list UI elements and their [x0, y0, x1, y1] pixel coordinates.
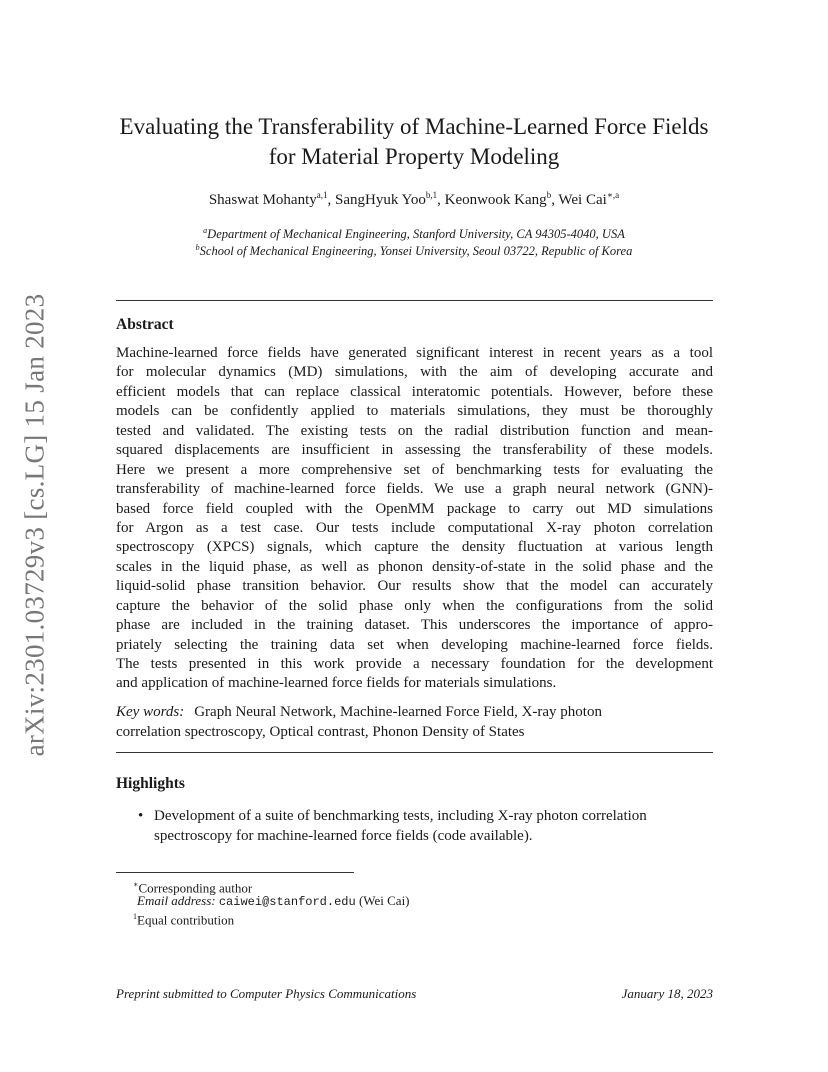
footnote-mark: 1 [133, 912, 137, 921]
footnote-text: Corresponding author [138, 880, 253, 896]
footnote-equal [133, 909, 234, 928]
abstract-line: phase are included in the training dataset. This underscores the importance of appro- [116, 617, 713, 634]
keywords-block [116, 703, 713, 742]
author-affil-mark: b,1 [425, 190, 438, 200]
footer-date: January 18, 2023 [621, 986, 713, 1001]
highlight-line-2: spectroscopy for machine-learned force fields (code available). [154, 828, 533, 844]
abstract-line: transferability of machine-learned force fields. We use a graph neural network (GNN)- [116, 481, 713, 498]
abstract-body [116, 344, 713, 694]
abstract-line: priately selecting the training data set when developing machine-learned force fields. [116, 636, 713, 653]
affiliation-b [115, 239, 713, 260]
abstract-line: scales in the liquid phase, as well as phonon density-of-state in the solid phase and the [116, 558, 713, 575]
highlight-text [154, 806, 714, 846]
abstract-heading: Abstract [116, 316, 174, 333]
affiliation-text: School of Mechanical Engineering, Yonsei University, Seoul 03722, Republic of Korea [199, 244, 633, 259]
bullet-icon: • [138, 808, 144, 824]
abstract-line: tested and validated. The existing tests on the radial distribution function and mean- [116, 422, 713, 439]
abstract-line: based force field coupled with the OpenMM package to carry out MD simulations [116, 500, 713, 517]
footer-journal: Preprint submitted to Computer Physics Communications [116, 986, 417, 1001]
abstract-line: liquid-solid phase transition behavior. Our results show that the model can accurately [116, 578, 713, 595]
email-address-link[interactable]: caiwei@stanford.edu [218, 895, 356, 909]
abstract-line: spectroscopy (XPCS) signals, which capture the density fluctuation at various length [116, 539, 713, 556]
abstract-line: Here we present a more comprehensive set of benchmarking tests for evaluating the [116, 461, 713, 478]
author-affil-mark: a,1 [316, 190, 328, 200]
divider-bottom [116, 752, 713, 753]
abstract-line: capture the behavior of the solid phase only when the configurations from the solid [116, 597, 713, 614]
keywords-line-2: correlation spectroscopy, Optical contrast, Phonon Density of States [116, 723, 525, 740]
abstract-line: Machine-learned force fields have generated significant interest in recent years as a tool [116, 345, 713, 361]
abstract-line: efficient models that can replace classical interatomic potentials. However, before these [116, 383, 713, 400]
title-line-2: for Material Property Modeling [268, 144, 560, 169]
author-affil-mark: b [546, 190, 552, 200]
footnote-mark: ∗ [133, 880, 139, 889]
footnote-email [137, 893, 410, 910]
abstract-line: models can be confidently applied to materials simulations, they must be thoroughly [116, 403, 713, 420]
keywords-label: Key words: [116, 704, 185, 720]
highlight-line-1: Development of a suite of benchmarking tests, including X-ray photon correlation [154, 808, 647, 824]
author-affil-mark: ∗,a [606, 190, 620, 200]
affiliation-mark: a [203, 226, 208, 235]
author-name: Keonwook Kang [444, 192, 547, 208]
email-suffix: (Wei Cai) [358, 893, 410, 908]
author-name: Shaswat Mohanty [208, 192, 317, 208]
author-name: Wei Cai [558, 192, 607, 208]
abstract-line: and application of machine-learned force fields for materials simulations. [116, 675, 557, 692]
abstract-line: for molecular dynamics (MD) simulations, with the aim of developing accurate and [116, 364, 713, 381]
footnote-text: Equal contribution [137, 912, 235, 928]
abstract-line: for Argon as a test case. Our tests include computational X-ray photon correlation [116, 519, 713, 536]
paper-title [115, 112, 713, 172]
affiliation-text: Department of Mechanical Engineering, Stanford University, CA 94305-4040, USA [207, 227, 625, 242]
email-label: Email address: [137, 893, 216, 908]
footnote-divider [116, 872, 354, 873]
highlights-heading: Highlights [116, 775, 185, 792]
affiliation-mark: b [195, 243, 200, 252]
arxiv-stamp: arXiv:2301.03729v3 [cs.LG] 15 Jan 2023 [19, 293, 50, 757]
divider-top [116, 300, 713, 301]
author-name: SangHyuk Yoo [335, 192, 426, 208]
keywords-line-1: Graph Neural Network, Machine-learned Force Field, X-ray photon [194, 704, 602, 720]
abstract-line: The tests presented in this work provide a necessary foundation for the development [116, 656, 713, 672]
abstract-line: squared displacements are insufficient in assessing the transferability of these models. [116, 442, 713, 459]
author-list: Shaswat Mohanty$^{a,1}$, SangHyuk Yoo$^{b,1}$, Keonwook Kang$^b$, Wei Cai$^{∗,a}$ [208, 190, 620, 208]
title-line-1: Evaluating the Transferability of Machine-Learned Force Fields [119, 114, 709, 139]
